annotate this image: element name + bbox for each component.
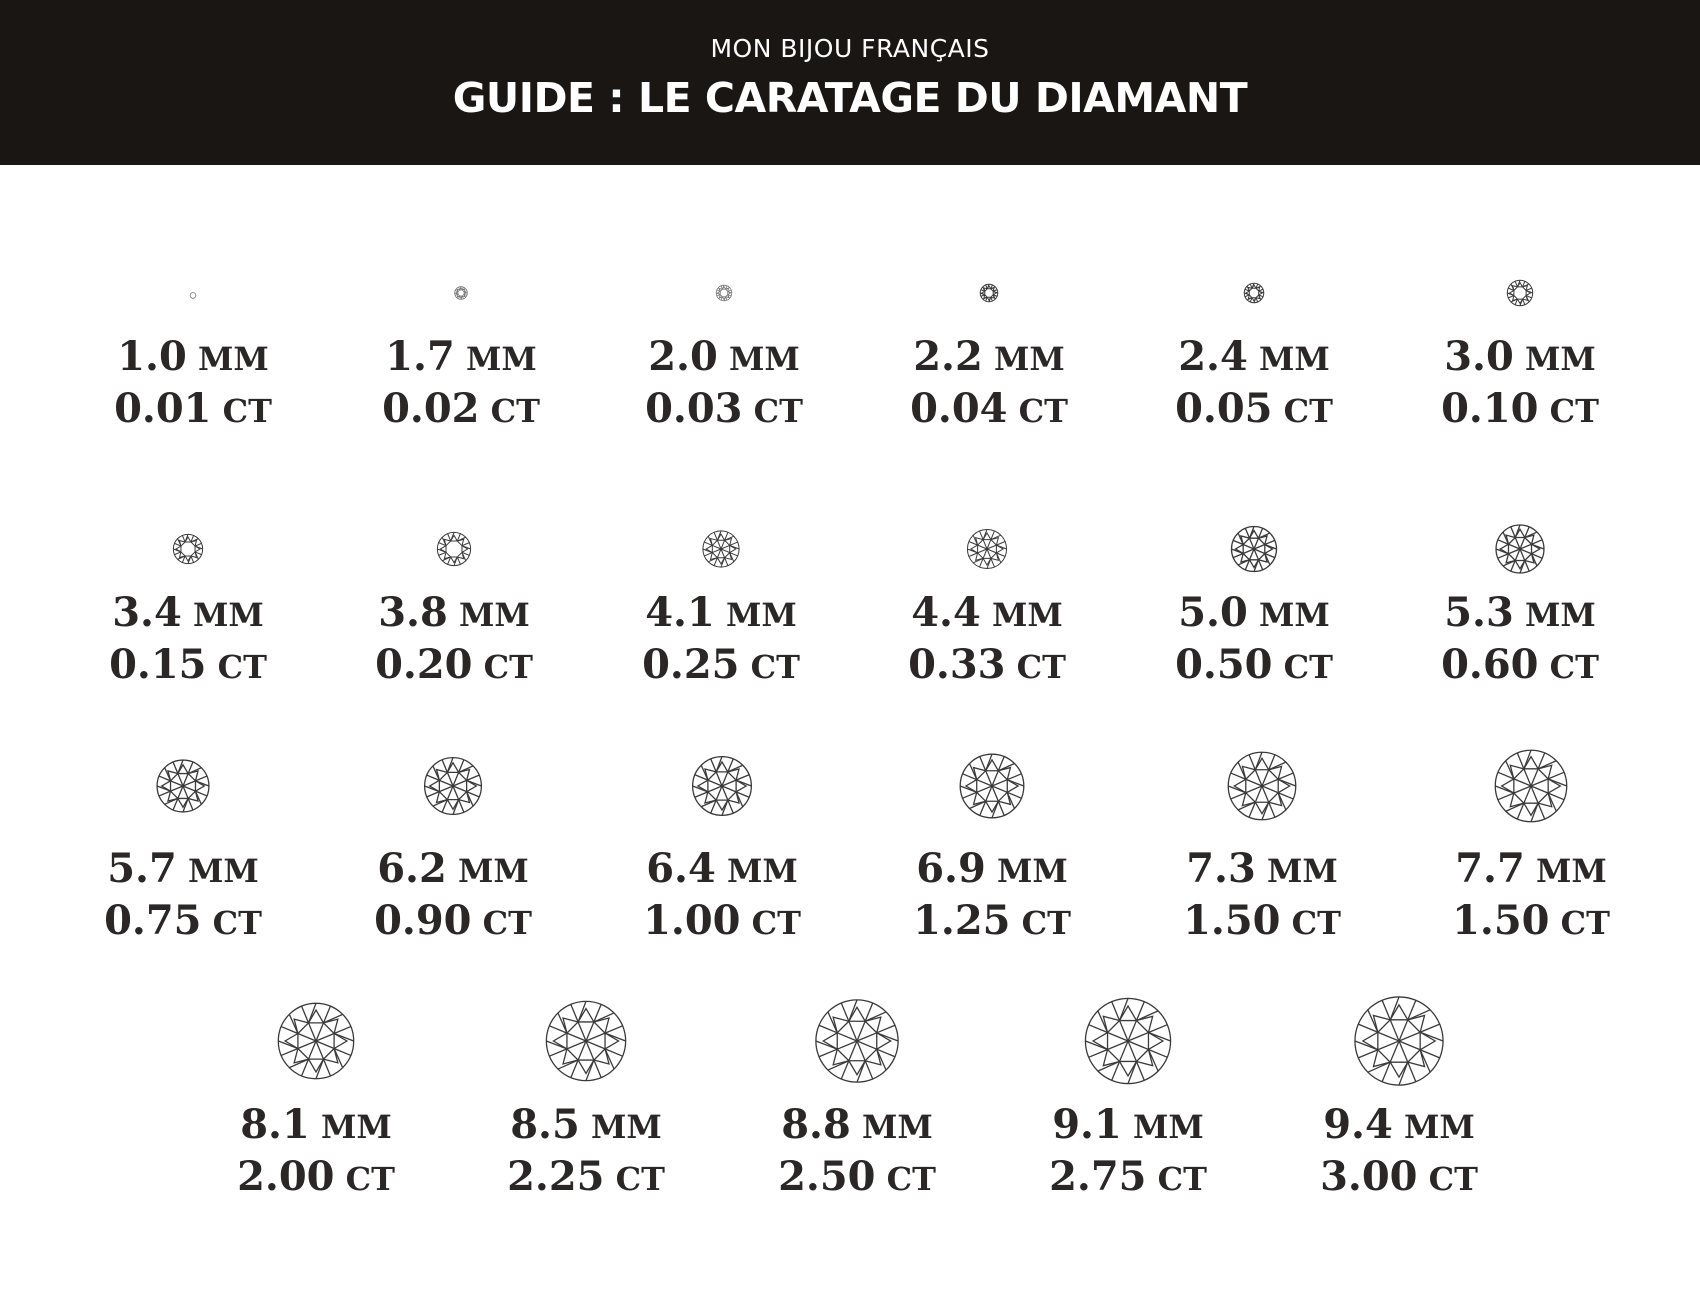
carat-value: 2.75: [1049, 1153, 1147, 1200]
diameter-unit: MM: [446, 852, 529, 890]
carat-value: 3.00: [1320, 1153, 1418, 1200]
diameter-value: 9.1: [1052, 1101, 1122, 1148]
diameter-unit: MM: [982, 340, 1065, 378]
carat-value: 0.03: [645, 385, 743, 432]
carat-unit: CT: [472, 648, 533, 686]
carat-unit: CT: [1549, 904, 1610, 942]
carat-label: [73, 895, 293, 949]
carat-label: [747, 1151, 967, 1205]
diameter-value: 7.7: [1455, 845, 1525, 892]
carat-value: 1.50: [1183, 897, 1281, 944]
carat-unit: CT: [1146, 1160, 1207, 1198]
round-brilliant-diamond-icon: [188, 286, 198, 305]
carat-unit: CT: [1272, 392, 1333, 430]
diameter-label: [612, 843, 832, 897]
diameter-label: [747, 1099, 967, 1153]
diameter-value: 4.1: [645, 589, 715, 636]
carat-unit: CT: [211, 392, 272, 430]
diameter-value: 5.0: [1178, 589, 1248, 636]
diameter-value: 2.2: [913, 333, 983, 380]
carat-unit: CT: [479, 392, 540, 430]
diameter-value: 9.4: [1323, 1101, 1393, 1148]
diameter-unit: MM: [1513, 596, 1596, 634]
carat-label: [476, 1151, 696, 1205]
round-brilliant-diamond-icon: [435, 530, 472, 571]
diameter-value: 5.3: [1444, 589, 1514, 636]
diameter-unit: MM: [309, 1108, 392, 1146]
round-brilliant-diamond-icon: [1494, 523, 1546, 579]
carat-label: [612, 895, 832, 949]
header-banner: [0, 0, 1700, 165]
diameter-label: [73, 843, 293, 897]
carat-label: [83, 383, 303, 437]
diameter-unit: MM: [1513, 340, 1596, 378]
carat-label: [206, 1151, 426, 1205]
diameter-unit: MM: [447, 596, 530, 634]
round-brilliant-diamond-icon: [171, 532, 204, 569]
diameter-unit: MM: [181, 596, 264, 634]
diameter-label: [1289, 1099, 1509, 1153]
carat-unit: CT: [1005, 648, 1066, 686]
carat-label: [1018, 1151, 1238, 1205]
round-brilliant-diamond-icon: [1226, 750, 1298, 826]
diameter-label: [1410, 331, 1630, 385]
round-brilliant-diamond-icon: [544, 999, 627, 1086]
round-brilliant-diamond-icon: [701, 529, 741, 573]
carat-value: 1.50: [1452, 897, 1550, 944]
diameter-label: [1018, 1099, 1238, 1153]
carat-unit: CT: [739, 648, 800, 686]
carat-unit: CT: [740, 904, 801, 942]
diameter-value: 6.2: [377, 845, 447, 892]
carat-value: 0.60: [1441, 641, 1539, 688]
carat-unit: CT: [875, 1160, 936, 1198]
diameter-value: 8.1: [240, 1101, 310, 1148]
carat-label: [1421, 895, 1641, 949]
diameter-label: [879, 331, 1099, 385]
diameter-unit: MM: [1524, 852, 1607, 890]
diameter-label: [78, 587, 298, 641]
diameter-value: 4.4: [911, 589, 981, 636]
diameter-unit: MM: [454, 340, 537, 378]
diameter-unit: MM: [850, 1108, 933, 1146]
diameter-label: [882, 843, 1102, 897]
diameter-value: 3.8: [378, 589, 448, 636]
carat-value: 0.33: [908, 641, 1006, 688]
diameter-unit: MM: [1392, 1108, 1475, 1146]
carat-unit: CT: [201, 904, 262, 942]
carat-label: [78, 639, 298, 693]
diameter-value: 1.7: [385, 333, 455, 380]
carat-value: 0.90: [374, 897, 472, 944]
carat-unit: CT: [1538, 648, 1599, 686]
carat-unit: CT: [206, 648, 267, 686]
diameter-unit: MM: [579, 1108, 662, 1146]
diameter-unit: MM: [1255, 852, 1338, 890]
page-title: GUIDE : LE CARATAGE DU DIAMANT: [452, 74, 1248, 122]
diameter-unit: MM: [186, 340, 269, 378]
carat-value: 0.50: [1175, 641, 1273, 688]
carat-value: 0.02: [382, 385, 480, 432]
round-brilliant-diamond-icon: [276, 1001, 355, 1084]
carat-label: [1410, 383, 1630, 437]
carat-value: 2.25: [507, 1153, 605, 1200]
carat-label: [351, 383, 571, 437]
diameter-value: 7.3: [1186, 845, 1256, 892]
carat-label: [1410, 639, 1630, 693]
carat-unit: CT: [1007, 392, 1068, 430]
carat-unit: CT: [1538, 392, 1599, 430]
carat-label: [1152, 895, 1372, 949]
diameter-label: [351, 331, 571, 385]
carat-unit: CT: [471, 904, 532, 942]
diameter-label: [1410, 587, 1630, 641]
round-brilliant-diamond-icon: [1083, 996, 1172, 1089]
carat-value: 0.20: [375, 641, 473, 688]
diameter-unit: MM: [980, 596, 1063, 634]
carat-label: [344, 639, 564, 693]
diameter-value: 5.7: [107, 845, 177, 892]
round-brilliant-diamond-icon: [714, 283, 734, 307]
carat-value: 1.25: [913, 897, 1011, 944]
diameter-unit: MM: [1247, 596, 1330, 634]
diameter-value: 2.0: [648, 333, 718, 380]
round-brilliant-diamond-icon: [965, 527, 1008, 574]
carat-label: [877, 639, 1097, 693]
diameter-label: [83, 331, 303, 385]
diameter-unit: MM: [1121, 1108, 1204, 1146]
carat-value: 0.01: [114, 385, 212, 432]
diameter-value: 6.4: [646, 845, 716, 892]
carat-value: 0.25: [642, 641, 740, 688]
round-brilliant-diamond-icon: [1353, 995, 1445, 1091]
diameter-label: [206, 1099, 426, 1153]
carat-label: [1144, 639, 1364, 693]
round-brilliant-diamond-icon: [155, 758, 211, 818]
carat-unit: CT: [1272, 648, 1333, 686]
diameter-value: 1.0: [117, 333, 187, 380]
diameter-label: [611, 587, 831, 641]
diameter-value: 2.4: [1178, 333, 1248, 380]
carat-value: 0.05: [1175, 385, 1273, 432]
brand-name: MON BIJOU FRANÇAIS: [710, 34, 990, 63]
carat-label: [343, 895, 563, 949]
round-brilliant-diamond-icon: [978, 282, 1000, 308]
carat-label: [882, 895, 1102, 949]
round-brilliant-diamond-icon: [814, 998, 900, 1088]
round-brilliant-diamond-icon: [453, 285, 470, 306]
carat-unit: CT: [1417, 1160, 1478, 1198]
round-brilliant-diamond-icon: [1493, 748, 1568, 827]
carat-value: 0.75: [104, 897, 202, 944]
carat-unit: CT: [1280, 904, 1341, 942]
carat-label: [614, 383, 834, 437]
round-brilliant-diamond-icon: [1505, 278, 1534, 311]
diameter-label: [1421, 843, 1641, 897]
diameter-label: [614, 331, 834, 385]
diameter-label: [343, 843, 563, 897]
diameter-unit: MM: [717, 340, 800, 378]
diameter-unit: MM: [715, 852, 798, 890]
diameter-label: [344, 587, 564, 641]
carat-unit: CT: [604, 1160, 665, 1198]
diameter-label: [476, 1099, 696, 1153]
diameter-unit: MM: [1247, 340, 1330, 378]
diameter-unit: MM: [714, 596, 797, 634]
diameter-label: [1144, 587, 1364, 641]
diameter-value: 8.5: [510, 1101, 580, 1148]
diameter-unit: MM: [176, 852, 259, 890]
carat-unit: CT: [742, 392, 803, 430]
diameter-value: 8.8: [781, 1101, 851, 1148]
diameter-label: [877, 587, 1097, 641]
diameter-value: 3.4: [112, 589, 182, 636]
carat-value: 0.04: [910, 385, 1008, 432]
carat-value: 0.10: [1441, 385, 1539, 432]
carat-value: 2.50: [778, 1153, 876, 1200]
carat-label: [1289, 1151, 1509, 1205]
diameter-unit: MM: [985, 852, 1068, 890]
carat-value: 2.00: [237, 1153, 335, 1200]
carat-value: 1.00: [643, 897, 741, 944]
carat-label: [879, 383, 1099, 437]
round-brilliant-diamond-icon: [1242, 281, 1266, 309]
carat-value: 0.15: [109, 641, 207, 688]
carat-label: [611, 639, 831, 693]
diameter-label: [1152, 843, 1372, 897]
diameter-label: [1144, 331, 1364, 385]
diameter-value: 3.0: [1444, 333, 1514, 380]
carat-label: [1144, 383, 1364, 437]
round-brilliant-diamond-icon: [1230, 525, 1279, 578]
carat-unit: CT: [334, 1160, 395, 1198]
round-brilliant-diamond-icon: [691, 755, 754, 822]
round-brilliant-diamond-icon: [423, 756, 484, 821]
diameter-value: 6.9: [916, 845, 986, 892]
round-brilliant-diamond-icon: [958, 752, 1026, 824]
carat-unit: CT: [1010, 904, 1071, 942]
